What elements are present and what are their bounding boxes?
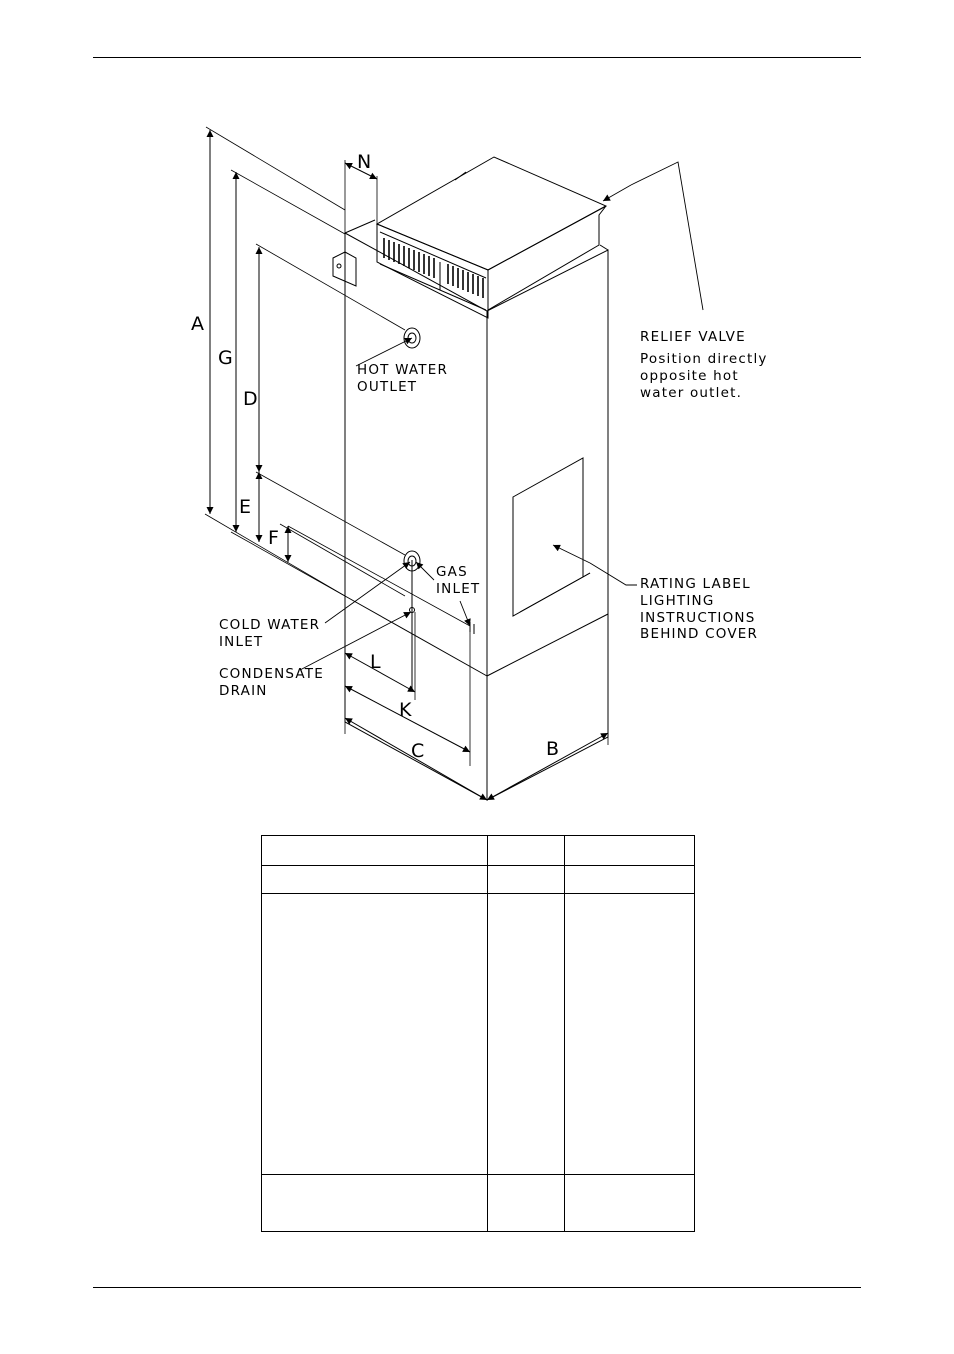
table-cell bbox=[488, 1175, 565, 1232]
vent-box-back-rim bbox=[455, 172, 466, 180]
cold-water-label-1: COLD WATER bbox=[219, 617, 321, 633]
table-cell bbox=[565, 836, 695, 866]
condensate-label-2: DRAIN bbox=[219, 683, 268, 699]
dim-e-label: E bbox=[239, 496, 252, 518]
cabinet-side-seam bbox=[487, 614, 608, 676]
table-cell bbox=[262, 836, 488, 866]
cold-water-label-2: INLET bbox=[219, 634, 264, 650]
table-cell bbox=[488, 836, 565, 866]
hot-water-label-2: OUTLET bbox=[357, 379, 418, 395]
dim-f-label: F bbox=[268, 527, 279, 549]
dim-c-label: C bbox=[411, 740, 425, 762]
cabinet-back-top-left bbox=[345, 220, 375, 233]
table-cell bbox=[565, 1175, 695, 1232]
cabinet-side-face bbox=[487, 250, 608, 800]
cabinet-front-face bbox=[345, 233, 487, 800]
bracket-hole bbox=[337, 264, 341, 268]
relief-valve-note-3: water outlet. bbox=[640, 385, 743, 401]
dim-a-label: A bbox=[191, 313, 204, 335]
bottom-rule bbox=[93, 1287, 861, 1288]
table-row bbox=[262, 836, 695, 866]
dim-d-label: D bbox=[243, 388, 258, 410]
gas-inlet-fitting bbox=[470, 622, 474, 634]
cabinet-back-top-right bbox=[600, 245, 608, 250]
vent-box-side bbox=[488, 206, 606, 310]
gas-inlet-label-1: GAS bbox=[436, 564, 468, 580]
relief-valve-note-1: Position directly bbox=[640, 351, 768, 367]
rating-label-text-4: BEHIND COVER bbox=[640, 626, 759, 642]
rating-label-text-3: INSTRUCTIONS bbox=[640, 610, 756, 626]
table-cell bbox=[565, 866, 695, 894]
table-cell bbox=[262, 1175, 488, 1232]
table-row bbox=[262, 866, 695, 894]
dim-g-label: G bbox=[218, 347, 233, 369]
dim-n-label: N bbox=[357, 151, 372, 173]
dim-k-label: K bbox=[399, 699, 412, 721]
rating-label-text-2: LIGHTING bbox=[640, 593, 715, 609]
table-cell bbox=[262, 894, 488, 1175]
vent-box-top bbox=[377, 157, 606, 270]
table-row bbox=[262, 1175, 695, 1232]
dimensions-table bbox=[261, 835, 695, 1232]
rating-panel-shelf bbox=[520, 573, 590, 612]
relief-valve-label: RELIEF VALVE bbox=[640, 329, 746, 345]
rating-panel-shelf-edge bbox=[583, 573, 590, 577]
table-cell bbox=[488, 894, 565, 1175]
cabinet-front-seam bbox=[345, 596, 487, 676]
table-cell bbox=[565, 894, 695, 1175]
table-cell bbox=[488, 866, 565, 894]
gas-inlet-label-2: INLET bbox=[436, 581, 481, 597]
rating-label-text-1: RATING LABEL bbox=[640, 576, 751, 592]
hot-water-label-1: HOT WATER bbox=[357, 362, 449, 378]
table-cell bbox=[262, 866, 488, 894]
table-row bbox=[262, 894, 695, 1175]
relief-valve-note-2: opposite hot bbox=[640, 368, 739, 384]
condensate-label-1: CONDENSATE bbox=[219, 666, 324, 682]
dim-l-label: L bbox=[370, 651, 381, 673]
dim-b-label: B bbox=[546, 738, 560, 760]
rating-label-panel bbox=[513, 458, 583, 616]
